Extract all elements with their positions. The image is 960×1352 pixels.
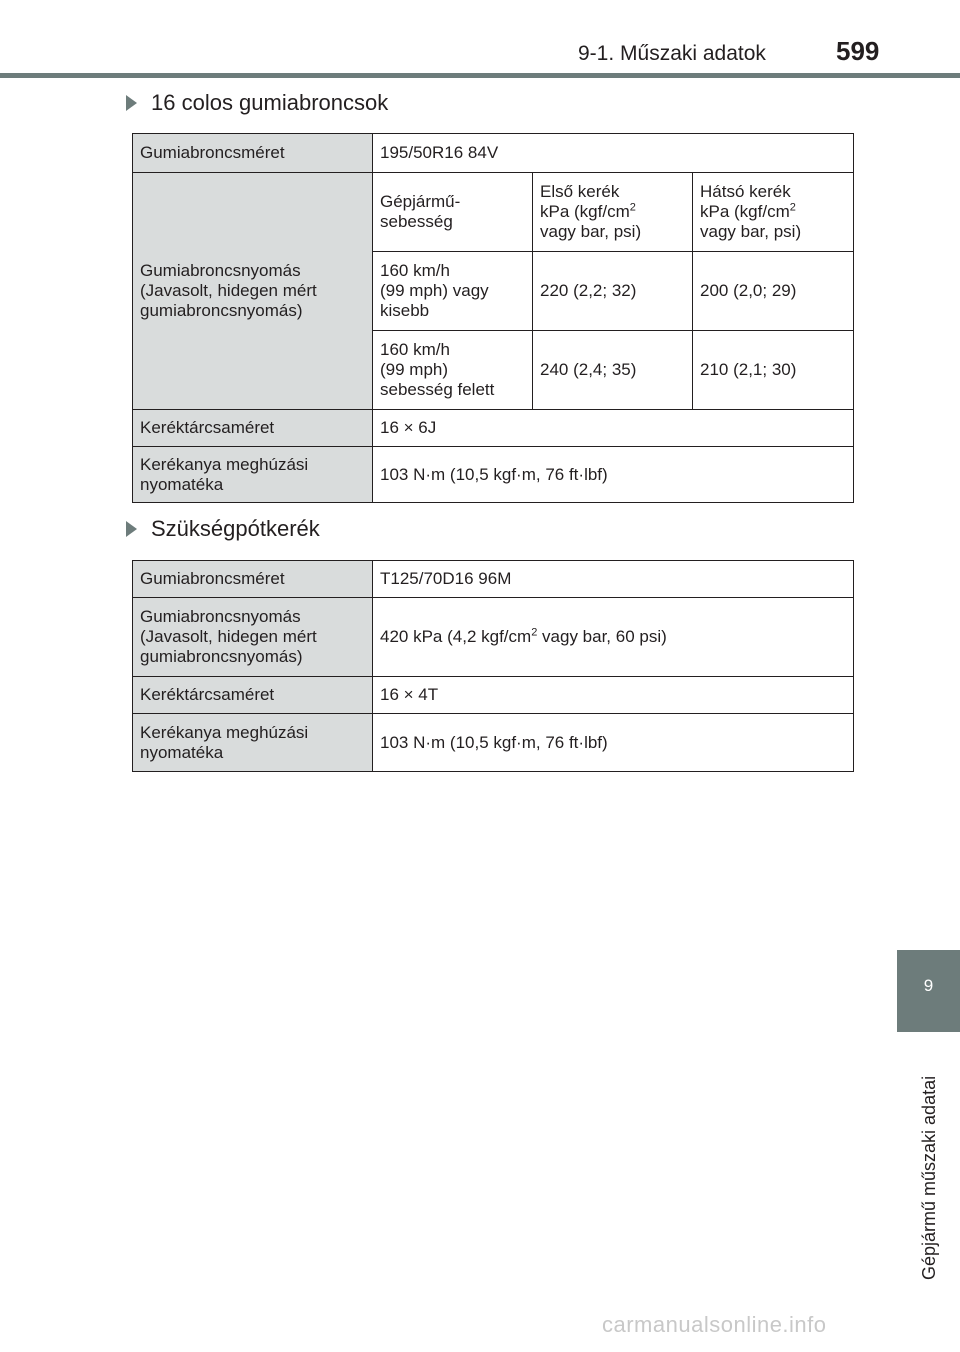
torque-label: Kerékanya meghúzási nyomatéka	[133, 447, 373, 503]
wheel-size-value: 16 × 6J	[373, 410, 854, 447]
wheel-size-value: 16 × 4T	[373, 677, 854, 714]
torque-label: Kerékanya meghúzási nyomatéka	[133, 714, 373, 772]
tire-pressure-label: Gumiabroncsnyomás (Javasolt, hidegen mért gumiabroncsnyomás)	[133, 598, 373, 677]
table-row	[133, 447, 854, 503]
torque-value: 103 N·m (10,5 kgf·m, 76 ft·lbf)	[373, 714, 854, 772]
column-header-front-wheel: Első kerék kPa ($kgf/cm^2$ vagy bar, psi)	[533, 173, 693, 252]
torque-value: 103 N·m (10,5 kgf·m, 76 ft·lbf)	[373, 447, 854, 503]
tire-size-value: 195/50R16 84V	[373, 134, 854, 173]
section-heading-16-inch	[126, 89, 388, 117]
page-number: 599	[836, 36, 880, 66]
triangle-bullet-icon	[126, 95, 137, 111]
table-row	[133, 714, 854, 772]
tire-size-label: Gumiabroncsméret	[133, 134, 373, 173]
section-heading-text: 16 colos gumiabroncsok	[151, 90, 389, 115]
header-rule	[0, 73, 960, 78]
section-heading-text: Szükségpótkerék	[151, 516, 320, 541]
tire-pressure-label: Gumiabroncsnyomás (Javasolt, hidegen mért gumiabroncsnyomás)	[133, 173, 373, 410]
table-row	[133, 134, 854, 173]
chapter-title: Gépjármű műszaki adatai	[919, 1075, 939, 1280]
tire-size-value: T125/70D16 96M	[373, 561, 854, 598]
front-pressure-low: 220 (2,2; 32)	[533, 252, 693, 331]
speed-condition-low: 160 km/h (99 mph) vagy kisebb	[373, 252, 533, 331]
table-row	[133, 677, 854, 714]
chapter-title-tab	[897, 1032, 960, 1282]
wheel-size-label: Keréktárcsaméret	[133, 410, 373, 447]
watermark: carmanualsonline.info	[602, 1312, 827, 1337]
chapter-number-tab: 9	[897, 950, 960, 1032]
table-row	[133, 598, 854, 677]
column-header-speed: Gépjármű- sebesség	[373, 173, 533, 252]
rear-pressure-low: 200 (2,0; 29)	[693, 252, 854, 331]
rear-pressure-high: 210 (2,1; 30)	[693, 331, 854, 410]
tire-spec-table-16-inch	[132, 133, 854, 503]
section-heading-spare-tire	[126, 515, 320, 543]
wheel-size-label: Keréktárcsaméret	[133, 677, 373, 714]
speed-condition-high: 160 km/h (99 mph) sebesség felett	[373, 331, 533, 410]
tire-size-label: Gumiabroncsméret	[133, 561, 373, 598]
column-header-rear-wheel: Hátsó kerék kPa ($kgf/cm^2$ vagy bar, psi)	[693, 173, 854, 252]
triangle-bullet-icon	[126, 521, 137, 537]
tire-pressure-value: 420 kPa (4,2 kgf/$cm^2$ vagy bar, 60 psi)	[373, 598, 854, 677]
header-title: 9-1. Műszaki adatok	[578, 42, 766, 65]
table-row	[133, 410, 854, 447]
table-row	[133, 561, 854, 598]
table-row	[133, 173, 854, 252]
front-pressure-high: 240 (2,4; 35)	[533, 331, 693, 410]
tire-spec-table-spare	[132, 560, 854, 772]
